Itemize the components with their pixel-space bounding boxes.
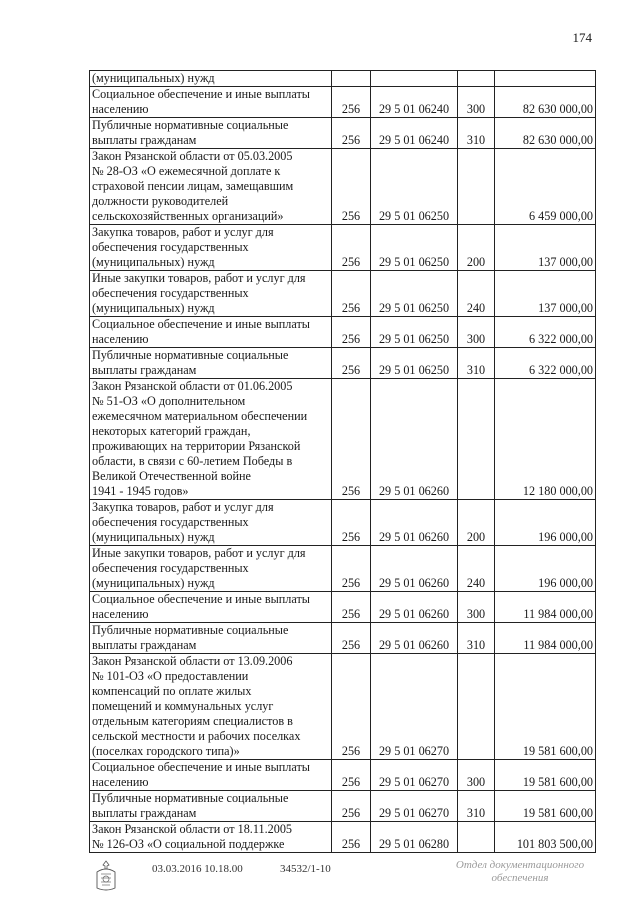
row-amount-cell: 12 180 000,00 <box>495 379 596 500</box>
row-expense-type-cell: 300 <box>458 592 495 623</box>
row-name-cell: Закон Рязанской области от 01.06.2005 № 51-ОЗ «О дополнительном ежемесячном материальном обеспечении некоторых категорий граждан, проживающих на территории Рязанской области, в связи с 60-летием Победы в Великой Отечественной войне 1941 - 1945 годов» <box>90 379 332 500</box>
row-name-cell: Социальное обеспечение и иные выплаты населению <box>90 592 332 623</box>
row-expense-type-cell: 310 <box>458 348 495 379</box>
row-expense-type-cell: 310 <box>458 118 495 149</box>
row-name-cell: Закупка товаров, работ и услуг для обеспечения государственных (муниципальных) нужд <box>90 500 332 546</box>
row-amount-cell: 196 000,00 <box>495 500 596 546</box>
row-code-cell: 256 <box>332 118 371 149</box>
row-code-cell: 256 <box>332 317 371 348</box>
row-expense-type-cell <box>458 71 495 87</box>
table-row <box>90 379 596 500</box>
row-amount-cell: 137 000,00 <box>495 271 596 317</box>
row-code-cell: 256 <box>332 87 371 118</box>
row-target-article-cell: 29 5 01 06240 <box>371 87 458 118</box>
table-row <box>90 546 596 592</box>
row-target-article-cell: 29 5 01 06250 <box>371 317 458 348</box>
row-name-cell: (муниципальных) нужд <box>90 71 332 87</box>
row-expense-type-cell <box>458 149 495 225</box>
row-name-cell: Иные закупки товаров, работ и услуг для обеспечения государственных (муниципальных) нужд <box>90 546 332 592</box>
row-target-article-cell: 29 5 01 06260 <box>371 546 458 592</box>
row-expense-type-cell: 240 <box>458 546 495 592</box>
row-amount-cell: 6 322 000,00 <box>495 348 596 379</box>
row-amount-cell: 137 000,00 <box>495 225 596 271</box>
row-amount-cell: 11 984 000,00 <box>495 592 596 623</box>
row-expense-type-cell: 310 <box>458 623 495 654</box>
row-code-cell: 256 <box>332 500 371 546</box>
table-row <box>90 791 596 822</box>
footer-document-number: 34532/1-10 <box>280 863 331 875</box>
row-target-article-cell: 29 5 01 06260 <box>371 623 458 654</box>
row-expense-type-cell <box>458 379 495 500</box>
row-amount-cell: 101 803 500,00 <box>495 822 596 853</box>
row-code-cell: 256 <box>332 623 371 654</box>
page-footer <box>0 858 640 898</box>
table-row <box>90 71 596 87</box>
table-row <box>90 623 596 654</box>
row-amount-cell: 11 984 000,00 <box>495 623 596 654</box>
row-amount-cell: 19 581 600,00 <box>495 791 596 822</box>
row-target-article-cell <box>371 71 458 87</box>
table-row <box>90 149 596 225</box>
row-target-article-cell: 29 5 01 06260 <box>371 500 458 546</box>
row-target-article-cell: 29 5 01 06260 <box>371 379 458 500</box>
table-row <box>90 271 596 317</box>
table-row <box>90 317 596 348</box>
row-expense-type-cell <box>458 822 495 853</box>
table-row <box>90 118 596 149</box>
row-target-article-cell: 29 5 01 06270 <box>371 791 458 822</box>
row-name-cell: Социальное обеспечение и иные выплаты населению <box>90 317 332 348</box>
row-expense-type-cell <box>458 654 495 760</box>
table-row <box>90 654 596 760</box>
table-row <box>90 500 596 546</box>
coat-of-arms-icon <box>93 860 119 892</box>
row-amount-cell: 19 581 600,00 <box>495 760 596 791</box>
row-name-cell: Закон Рязанской области от 18.11.2005 № 126-ОЗ «О социальной поддержке <box>90 822 332 853</box>
row-amount-cell: 82 630 000,00 <box>495 118 596 149</box>
row-amount-cell: 6 322 000,00 <box>495 317 596 348</box>
row-code-cell: 256 <box>332 379 371 500</box>
row-code-cell: 256 <box>332 760 371 791</box>
row-target-article-cell: 29 5 01 06250 <box>371 225 458 271</box>
row-name-cell: Публичные нормативные социальные выплаты гражданам <box>90 623 332 654</box>
row-name-cell: Закупка товаров, работ и услуг для обеспечения государственных (муниципальных) нужд <box>90 225 332 271</box>
row-expense-type-cell: 300 <box>458 760 495 791</box>
row-target-article-cell: 29 5 01 06250 <box>371 348 458 379</box>
row-name-cell: Закон Рязанской области от 05.03.2005 № 28-ОЗ «О ежемесячной доплате к страховой пенсии лицам, замещавшим должности руководителей сельскохозяйственных организаций» <box>90 149 332 225</box>
row-expense-type-cell: 300 <box>458 317 495 348</box>
row-code-cell: 256 <box>332 791 371 822</box>
row-code-cell: 256 <box>332 149 371 225</box>
table-row <box>90 225 596 271</box>
row-amount-cell <box>495 71 596 87</box>
row-target-article-cell: 29 5 01 06240 <box>371 118 458 149</box>
row-code-cell: 256 <box>332 225 371 271</box>
row-name-cell: Иные закупки товаров, работ и услуг для обеспечения государственных (муниципальных) нужд <box>90 271 332 317</box>
footer-date: 03.03.2016 10.18.00 <box>152 863 243 875</box>
row-name-cell: Закон Рязанской области от 13.09.2006 № 101-ОЗ «О предоставлении компенсаций по оплате жилых помещений и коммунальных услуг отдельным категориям специалистов в сельской местности и рабочих поселках (поселках городского типа)» <box>90 654 332 760</box>
row-expense-type-cell: 200 <box>458 500 495 546</box>
row-expense-type-cell: 310 <box>458 791 495 822</box>
table-row <box>90 348 596 379</box>
row-expense-type-cell: 200 <box>458 225 495 271</box>
row-target-article-cell: 29 5 01 06250 <box>371 271 458 317</box>
row-code-cell: 256 <box>332 654 371 760</box>
row-amount-cell: 82 630 000,00 <box>495 87 596 118</box>
row-target-article-cell: 29 5 01 06270 <box>371 654 458 760</box>
table-row <box>90 87 596 118</box>
row-name-cell: Социальное обеспечение и иные выплаты населению <box>90 760 332 791</box>
row-target-article-cell: 29 5 01 06270 <box>371 760 458 791</box>
row-name-cell: Социальное обеспечение и иные выплаты населению <box>90 87 332 118</box>
row-code-cell: 256 <box>332 271 371 317</box>
row-amount-cell: 19 581 600,00 <box>495 654 596 760</box>
department-stamp: Отдел документационного обеспечения <box>455 859 585 884</box>
row-code-cell: 256 <box>332 592 371 623</box>
row-expense-type-cell: 240 <box>458 271 495 317</box>
row-name-cell: Публичные нормативные социальные выплаты гражданам <box>90 118 332 149</box>
row-target-article-cell: 29 5 01 06260 <box>371 592 458 623</box>
row-name-cell: Публичные нормативные социальные выплаты гражданам <box>90 791 332 822</box>
row-code-cell: 256 <box>332 822 371 853</box>
page-number: 174 <box>572 30 592 45</box>
row-amount-cell: 196 000,00 <box>495 546 596 592</box>
row-target-article-cell: 29 5 01 06250 <box>371 149 458 225</box>
row-name-cell: Публичные нормативные социальные выплаты гражданам <box>90 348 332 379</box>
row-amount-cell: 6 459 000,00 <box>495 149 596 225</box>
budget-table <box>89 70 596 853</box>
row-code-cell <box>332 71 371 87</box>
row-code-cell: 256 <box>332 348 371 379</box>
table-row <box>90 760 596 791</box>
table-row <box>90 592 596 623</box>
row-expense-type-cell: 300 <box>458 87 495 118</box>
row-code-cell: 256 <box>332 546 371 592</box>
row-target-article-cell: 29 5 01 06280 <box>371 822 458 853</box>
table-row <box>90 822 596 853</box>
